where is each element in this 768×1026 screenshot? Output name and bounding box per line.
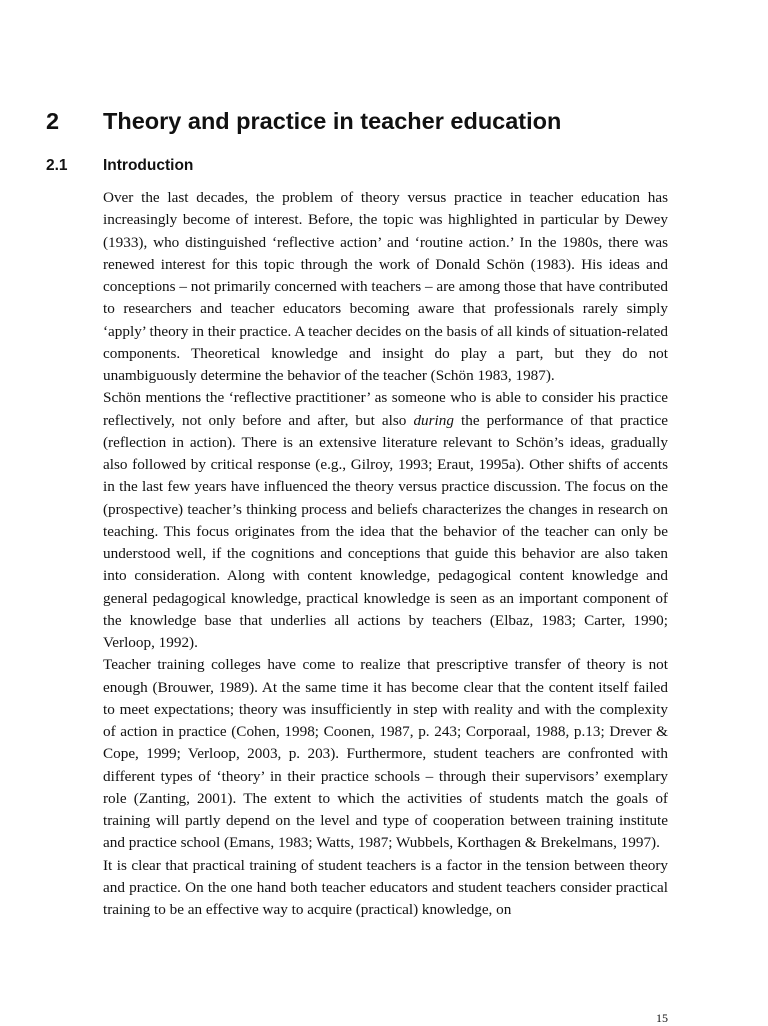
section-heading: [46, 157, 193, 175]
section-title: Introduction: [103, 157, 194, 174]
chapter-number: 2: [46, 108, 60, 134]
paragraph-text: the performance of that practice (reflection in action). There is an extensive literature relevant to Schön’s ideas, gradually also followed by critical response (e.g., Gilroy, 1993; Eraut, 1995a). Other shifts of accents in the last few years have influenced the theory versus practice discussion. The focus on the (prospective) teacher’s thinking process and beliefs characterizes the changes in research on teaching. This focus originates from the idea that the behavior of the teacher can only be understood well, if the cognitions and conceptions that guide this behavior are also taken into consideration. Along with content knowledge, pedagogical content knowledge and general pedagogical knowledge, practical knowledge is seen as an important component of the knowledge base that underlies all actions by teachers (Elbaz, 1983; Carter, 1990; Verloop, 1992).: [103, 411, 669, 651]
paragraph-text: Teacher training colleges have come to realize that prescriptive transfer of theory is not enough (Brouwer, 1989). At the same time it has become clear that the content itself failed to meet expectations; theory was insufficiently in step with reality and with the complexity of action in practice (Cohen, 1998; Coonen, 1987, p. 243; Corporaal, 1988, p.13; Drever & Cope, 1999; Verloop, 2003, p. 203). Furthermore, student teachers are confronted with different types of ‘theory’ in their practice schools – through their supervisors’ exemplary role (Zanting, 2001). The extent to which the activities of students match the goals of training will partly depend on the level and type of cooperation between training institute and practice school (Emans, 1983; Watts, 1987; Wubbels, Korthagen & Brekelmans, 1997).: [103, 656, 668, 852]
paragraph-1: [103, 187, 668, 387]
page-number: 15: [656, 1011, 668, 1025]
section-number: 2.1: [46, 157, 68, 174]
paragraph-text: Schön mentions the ‘reflective practitioner’ as someone who is able to consider his practice reflectively, not only before and after, but also: [103, 389, 668, 429]
paragraph-2: [103, 387, 668, 654]
paragraph-text: It is clear that practical training of student teachers is a factor in the tension between theory and practice. On the one hand both teacher educators and student teachers consider practical training to be an effective way to acquire (practical) knowledge, on: [103, 856, 668, 918]
paragraph-3: [103, 654, 668, 854]
body-text: [103, 187, 668, 921]
chapter-title: Theory and practice in teacher education: [103, 108, 562, 134]
paragraph-4: [103, 855, 668, 922]
paragraph-text: Over the last decades, the problem of theory versus practice in teacher education has increasingly become of interest. Before, the topic was highlighted in particular by Dewey (1933), who distinguished ‘reflective action’ and ‘routine action.’ In the 1980s, there was renewed interest for this topic through the work of Donald Schön (1983). His ideas and conceptions – not primarily concerned with teachers – are among those that have contributed to researchers and teacher educators becoming aware that professionals rarely simply ‘apply’ theory in their practice. A teacher decides on the basis of all kinds of situation-related components. Theoretical knowledge and insight do play a part, but they do not unambiguously determine the behavior of the teacher (Schön 1983, 1987).: [103, 189, 668, 384]
chapter-heading: [46, 108, 561, 135]
emphasis-text: during: [413, 411, 454, 429]
